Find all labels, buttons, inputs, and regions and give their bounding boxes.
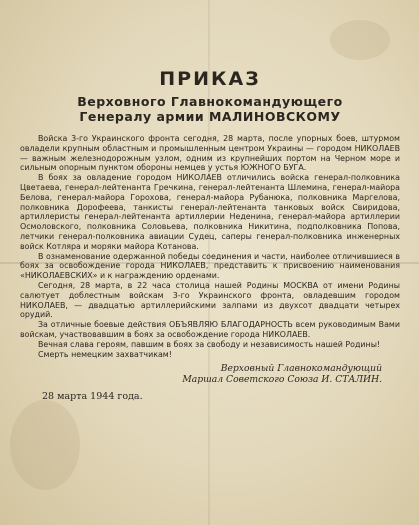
paragraph-awards: В ознаменование одержанной победы соединения и части, наиболее отличившиеся в боях за освобождение города НИКОЛАЕВ, представить к присвоению наименования «НИКОЛАЕВСКИХ» и к награждению орденами. [20,251,400,281]
paragraph-gratitude: За отличные боевые действия ОБЪЯВЛЯЮ БЛАГОДАРНОСТЬ всем руководимым Вами войскам, участвовавшим в боях за освобождение города НИКОЛАЕВ. [20,320,400,339]
document-title: ПРИКАЗ [159,68,261,90]
document-subtitle-line1: Верховного Главнокомандующего [77,94,343,109]
paragraph-capture: Войска 3-го Украинского фронта сегодня, 28 марта, после упорных боев, штурмом овладели крупным областным и промышленным центром Украины — городом НИКОЛАЕВ — важным железнодорожным узлом, одним из крупнейших портом на Черном море и сильным опорным пунктом обороны немцев у устья ЮЖНОГО БУГА. [20,134,400,173]
paper-stain [330,20,390,60]
document-subtitle-line2: Генералу армии МАЛИНОВСКОМУ [79,109,341,124]
paragraph-salute: Сегодня, 28 марта, в 22 часа столица нашей Родины МОСКВА от имени Родины салютует доблестным войскам 3-го Украинского фронта, овладевшим городом НИКОЛАЕВ, — двадцатью артиллерийскими залпами из двухсот двадцати четырех орудий. [20,280,400,320]
paragraph-distinguished: В боях за овладение городом НИКОЛАЕВ отличились войска генерал-полковника Цветаева, генерал-лейтенанта Гречкина, генерал-лейтенанта Шлемина, генерал-майора Белова, генерал-майора Горохова, генерал-майора Рубанюка, полковника Маргелова, полковника Дорофеева, танкисты генерал-лейтенанта танковых войск Свиридова, артиллеристы генерал-лейтенанта артиллерии Неденина, генерал-майора артиллерии Осмоловского, полковника Соловьева, полковника Никитина, подполковника Попова, летчики генерал-полковника авиации Судец, саперы генерал-полковника инженерных войск Котляра и моряки майора Котанова. [20,173,400,251]
document-body [20,134,400,359]
order-document [20,68,400,402]
signature-title: Верховный Главнокомандующий [220,363,382,375]
document-date: 28 марта 1944 года. [42,391,143,403]
paper-stain [10,400,80,490]
paragraph-eternal-glory: Вечная слава героям, павшим в боях за свободу и независимость нашей Родины! [38,339,381,349]
paragraph-closing: Смерть немецким захватчикам! [38,349,172,359]
signature-name: Маршал Советского Союза И. СТАЛИН. [182,374,382,386]
